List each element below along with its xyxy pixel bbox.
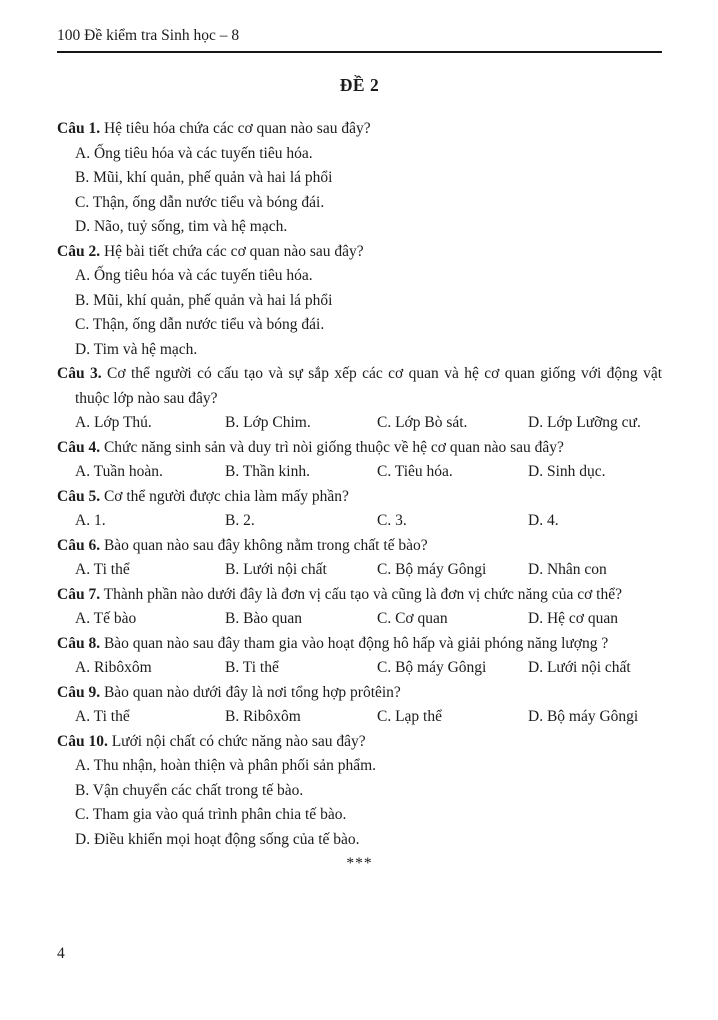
answer-option: A. Ống tiêu hóa và các tuyến tiêu hóa.: [75, 267, 313, 284]
question-label: Câu 5.: [57, 487, 101, 505]
question-text: Bào quan nào sau đây không nằm trong chất tế bào?: [100, 536, 428, 554]
question-line: [57, 632, 662, 657]
answer-option: C. Cơ quan: [377, 610, 448, 627]
questions-list: [57, 117, 662, 852]
answer-option: A. Tế bào: [75, 610, 137, 627]
question-text: Lưới nội chất có chức năng nào sau đây?: [107, 732, 366, 750]
answer-option: A. 1.: [75, 512, 106, 529]
question-label: Câu 6.: [57, 536, 101, 554]
answer-option: B. Lưới nội chất: [225, 561, 327, 578]
answer-option: A. Lớp Thú.: [75, 414, 152, 431]
answer-option: C. Lớp Bò sát.: [377, 414, 468, 431]
answer-option: D. Tim và hệ mạch.: [75, 340, 198, 358]
question-options: [57, 656, 662, 681]
question-text: Bào quan nào dưới đây là nơi tổng hợp prôtêin?: [100, 683, 401, 701]
question-options: [57, 558, 662, 583]
answer-option: B. 2.: [225, 512, 255, 529]
answer-option: B. Lớp Chim.: [225, 414, 311, 431]
answer-option: C. Tiêu hóa.: [377, 463, 453, 480]
answer-option: B. Thần kinh.: [225, 463, 310, 480]
question-block: [57, 117, 662, 240]
question-label: Câu 2.: [57, 242, 101, 260]
answer-option: B. Mũi, khí quản, phế quản và hai lá phổi: [75, 291, 333, 309]
answer-option: C. Lạp thể: [377, 708, 442, 725]
question-label: Câu 3.: [57, 365, 102, 382]
question-line: [57, 730, 662, 755]
answer-option: A. Ti thể: [75, 561, 130, 578]
answer-option: D. Não, tuỷ sống, tim và hệ mạch.: [75, 218, 288, 235]
answer-option: D. Lưới nội chất: [528, 659, 631, 676]
answer-option: C. Thận, ống dẫn nước tiểu và bóng đái.: [75, 193, 325, 211]
question-label: Câu 7.: [57, 585, 101, 603]
question-line: [57, 240, 662, 265]
question-label: Câu 10.: [57, 732, 108, 750]
question-options: [57, 411, 662, 436]
page-number: 4: [57, 945, 65, 962]
answer-option: A. Thu nhận, hoàn thiện và phân phối sản phẩm.: [75, 757, 377, 774]
answer-option: D. Bộ máy Gôngi: [528, 708, 639, 725]
answer-option: A. Ống tiêu hóa và các tuyến tiêu hóa.: [75, 144, 313, 162]
answer-option: C. Tham gia vào quá trình phân chia tế bào.: [75, 806, 347, 823]
page-title: ĐỀ 2: [339, 75, 380, 95]
end-marker: ***: [346, 855, 373, 872]
answer-option: B. Vận chuyển các chất trong tế bào.: [75, 781, 304, 799]
question-block: [57, 534, 662, 583]
answer-option: B. Mũi, khí quản, phế quản và hai lá phổi: [75, 169, 333, 186]
question-block: [57, 681, 662, 730]
question-label: Câu 1.: [57, 120, 101, 137]
question-text: Hệ tiêu hóa chứa các cơ quan nào sau đây?: [100, 120, 371, 137]
question-options: [57, 607, 662, 632]
question-text: Cơ thể người có cấu tạo và sự sắp xếp các cơ quan và hệ cơ quan giống với động vật thuộc lớp nào sau đây?: [75, 365, 662, 407]
question-line: [57, 681, 662, 706]
answer-option: D. Điều khiển mọi hoạt động sống của tế bào.: [75, 830, 360, 848]
question-block: [57, 436, 662, 485]
question-line: [57, 362, 662, 411]
question-text: Hệ bài tiết chứa các cơ quan nào sau đây?: [100, 242, 364, 260]
question-line: [57, 436, 662, 461]
question-text: Bào quan nào sau đây tham gia vào hoạt động hô hấp và giải phóng năng lượng ?: [100, 634, 609, 652]
question-line: [57, 534, 662, 559]
answer-option: D. 4.: [528, 512, 559, 529]
question-block: [57, 485, 662, 534]
answer-option: B. Ti thể: [225, 659, 279, 676]
question-options: [57, 264, 662, 362]
question-options: [57, 754, 662, 852]
answer-option: B. Ribôxôm: [225, 708, 301, 725]
answer-option: C. Bộ máy Gôngi: [377, 561, 487, 578]
question-block: [57, 730, 662, 853]
answer-option: D. Sinh dục.: [528, 463, 606, 480]
answer-option: C. 3.: [377, 512, 407, 529]
answer-option: A. Ribôxôm: [75, 659, 152, 676]
question-line: [57, 485, 662, 510]
answer-option: D. Hệ cơ quan: [528, 610, 618, 627]
question-label: Câu 4.: [57, 438, 101, 456]
question-line: [57, 117, 662, 142]
question-block: [57, 362, 662, 436]
header-title: 100 Đề kiểm tra Sinh học – 8: [57, 27, 240, 44]
question-text: Cơ thể người được chia làm mấy phần?: [100, 487, 349, 505]
question-text: Thành phần nào dưới đây là đơn vị cấu tạo và cũng là đơn vị chức năng của cơ thể?: [100, 585, 622, 603]
question-block: [57, 583, 662, 632]
question-options: [57, 142, 662, 240]
answer-option: C. Bộ máy Gôngi: [377, 659, 487, 676]
question-block: [57, 240, 662, 363]
question-line: [57, 583, 662, 608]
answer-option: A. Tuần hoàn.: [75, 463, 163, 480]
question-block: [57, 632, 662, 681]
answer-option: B. Bào quan: [225, 610, 303, 627]
question-options: [57, 460, 662, 485]
question-options: [57, 509, 662, 534]
page-header: [57, 26, 662, 53]
question-text: Chức năng sinh sản và duy trì nòi giống thuộc về hệ cơ quan nào sau đây?: [100, 438, 564, 456]
question-options: [57, 705, 662, 730]
question-label: Câu 8.: [57, 634, 101, 652]
answer-option: A. Ti thể: [75, 708, 130, 725]
answer-option: D. Nhân con: [528, 561, 607, 578]
question-label: Câu 9.: [57, 683, 101, 701]
answer-option: C. Thận, ống dẫn nước tiểu và bóng đái.: [75, 316, 325, 333]
answer-option: D. Lớp Lưỡng cư.: [528, 414, 641, 431]
